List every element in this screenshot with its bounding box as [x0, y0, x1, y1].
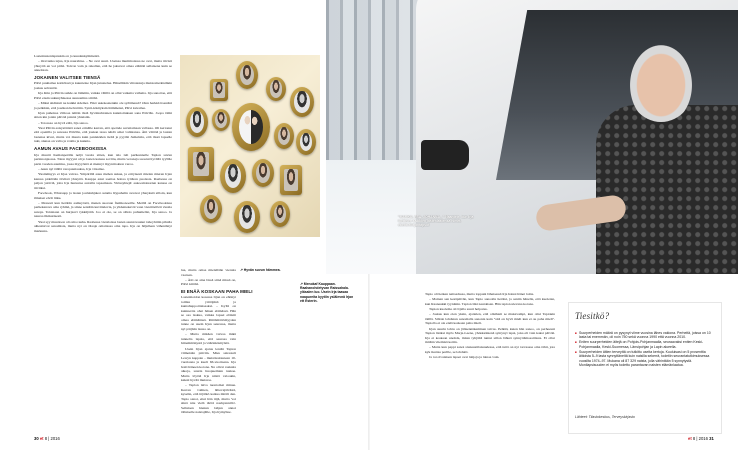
paragraph: Päivi puuhailee kotitöissä ja kuuntelee Irjan jutustelua. Hänelläkin viitsiasiaja muistomerkistäkin joskus selventär. [34, 81, 172, 90]
paragraph: Irjan suurin lohtu on jälleennäkeminen taivas. Pelkää, kuten hän sanoo, on perheessä Tapion lisäksi myös Marja-Leena, yhdeksäntenä syntynyt lapsi, joka eli vain kaksi päivää. Irja ei koskaan unohda, miten tyhjältä tuntui sillon lähteä synnyttämosaitlasta. Ei ollut mitään viiemisä kotiin. [425, 326, 555, 345]
left-column-3 [181, 268, 253, 416]
paragraph: – Asun nyt täällä veropuuttauksa, Irja vitsailee. [38, 166, 105, 171]
sidebox-title: Tiesitkö? [575, 311, 610, 321]
paragraph: – Miksi ahdistuit ne kaikki sidemot. Eikö uskokaatenkin ole sydämessä? Olen herkkä itsestäni ja pelkäsin, että jouduan helvettiin. Synti-käsityksin hämmensi, Päivi kuvailee. [34, 101, 172, 110]
paragraph: Usein Irjan ajatus lentää Taplon viimeisiin päiviin. Mies sairasteli Lewyn kappale - muistisairauteen 10-vuotiaana ja kuoli 66-vuotiaana. Irja hoiti häneen kotona. Ne olivat raskaita aikoja, suuria huopuemien tuskaa. Mutta löytää Irja niistä valoakin, kaksit hyvää muistoa. [181, 346, 236, 383]
paragraph: Tapio oli hetken naitsadassa, mutta loppuni läheisessä Irja halasi hänet loitte. [425, 292, 535, 296]
section-heading: EI ENÄÄ KOSKAAN PAHA MIELI [181, 289, 253, 295]
portrait-frame [234, 201, 260, 233]
paragraph: Facebook, Whatsapp ja lasten joululahjaksi ostama älypuhelin avaavat yhteyksiä silloin, kun ilmeiset eivät liiku. [34, 191, 172, 200]
paragraph: Lastenhoidon kosassa Irjan on ehtinyt toimia yrittäjänä ja kuntahuppoittaisaaksi. – Kyllä on kuinnertta ohat hänen elämässä. Hän se osa laskua, vaikka lapset eläisiit omaa elämäänsä. Riittämättömyyden tunne on usein Irjan seurassa, mutta nyt pärjään lastea on. [181, 295, 236, 331]
paragraph: Lastenlastenlapsiakin on jo kuudenkymmentä. [34, 54, 100, 58]
right-folio: et 8 | 2016 31 [688, 436, 714, 441]
portrait-frame [280, 165, 302, 195]
paragraph: Irja muutti Kemanperälle neljä vuotta sitten, kun talo tuli perikunnalle Taplon suvun perinnonjaossa. Talon myyyni oli jo lasten kanssa sovittu, mutta veronaja suostui hyvällä tyylille parin vuoden asumisa, jossa myyyöntä ei mennyt myyntirokion veroa. [34, 152, 172, 166]
paragraph: Yksi syy muuttoon oli oma rauha. Raabessa vietaloissa lasten asuntovaunut tahoyhtitin pihalla aiheuttavat sanomista, mutta nyt on tilaaja omattassa oma tapa. Irja on hiljalleen vähentänyt markusta- [34, 219, 172, 233]
portrait-frame [186, 107, 208, 137]
portrait-frame [270, 201, 290, 227]
kauppa-caption: ↗ Menokaf Kauppaan. Raahanohdetyvan Raissahala. yläsalen luo. Usein Irja taasaa naapureita kyytiin yslälevnä Irjan ett Esterin. [300, 282, 354, 303]
portrait-frame [266, 77, 286, 101]
paragraph: Tapion kuolema oli Irjalla suuri helpotus. [429, 307, 488, 312]
portrait-frame [252, 159, 274, 187]
paragraph: Ja toi olvalaisen lapset ovat lahjoja ja lainaa vain. [429, 355, 500, 360]
portrait-frame [296, 129, 316, 155]
sidebox-item: ■ Eniten suurperheiden äitejä on Pohjois-Pohjanmaalla, seuraavaksi eniten Keski-Pohjanmaalla, Keski-Suomessa, Länsipohjan ja Lapin alueella. [575, 340, 715, 349]
portrait-frame [220, 159, 246, 193]
sidebox-item: ■ Suurperheiden määrä on pysynyt viime vuosina lähes vakiona. Perheitä, joissa on 10 lasta tai enemmän, oli noin 750 sekä vuonna 1990 että vuonna 2010. [575, 331, 715, 340]
portraits-photo [180, 55, 320, 237]
sidebox-body [575, 331, 715, 368]
portrait-frame [200, 195, 222, 223]
woman-in-car-photo [326, 0, 738, 274]
portrait-frame [236, 61, 258, 89]
paragraph: – Taplon laiva tuontomat minua. Kerran vaihten, äiltevajälvästä, kyselin, että ittjälkö kaiksa mitäli den. Tapio sanoi, ettei hän tiijä, mutta 'voi siinä nite vielä tärttä nashyennillo'. Sellaisen hienun lahjan annoi tällaiselle naistajälle, Irja hymyilee. [181, 383, 236, 415]
paragraph: Yksi Päivin esisystäristä sanoi erinälle kerran, että opettele savuttamaan vallassa. Oli kertonut että openilla ja sanossa Päiville, että joukan tassa tehdä omat valintansa. Äiti väittää ja lautan lastensa kivut, mutta voi muuta kuin paniskäden tieltä ja pyytää Jumalalta, että tässä lapselle tuki, siunaa on valta ja voima ja kunnia. [34, 125, 172, 144]
paragraph: – Mutta kun pappi sanoi siunaustilaisuudessa, että tuttä on nyt tarvaassa oma tähti, jota kyk ikuttaa perille, se lohdutti. [425, 345, 555, 354]
right-column-1 [425, 292, 555, 361]
portrait-frame [212, 109, 230, 131]
sidebox-source: Lähteet: Tilastokeskus, Terveyskirjasto [575, 415, 635, 419]
paragraph: Yksinäinyys ei Irjaa vaivaa. Ympärillä asuu mehen sukua, ja erityisesti mielen mieren Irjan kanssa pideltään tiiviisti yhteyttä. Kauppa asiat saattaa hoitaa tyttären puolesta. Raabessa on paljon ystäviä, joita Irja huruutaa autoilla tapaamaan. Virtusyhtejä: aukoomalaarien kanssa on tiiviiksi. [34, 172, 172, 190]
sidebox-item: ■ Suurperheiden äitien terveyttä on tutkittu useita kertoja. Kuuluisasi on 5 prosenttia äitioista 5–9 lasta synnyttäneitä kuin naisilla sekerrä, todetiin seurantatutkimuksessa vuosilta 1974–97. Mukana oli 87 329 naista, jolla vähintään 5 synnytystä. Monilapsisuuden ei myös todettu parantavan naisten elämänlaatua. [575, 350, 715, 368]
paragraph: – Monesti kun herätän aamuyöstä, menen suoraan fiemkonoeille. Meillä on Facebookissa perhekanava oma ryhmä, ja sinne sentään kuvittelevia, ja yhdentekevät vaan viestittelivät viestia sanoja. Toisinaan on hurjaavi tykkäjöitä. Joo ei ole, se on sillois puhumellat, Irja sanoo. Ja nauraa ilkikurisesti. [34, 200, 172, 219]
portrait-frame [274, 123, 294, 149]
left-column-1 [34, 54, 172, 234]
portrait-frame [188, 147, 214, 181]
paragraph: – Mutta mikäen vaivaa mikä tunnelta lapsia, että seurasa vain hiiremmänystä ja väärinkäsitylsiä. [181, 332, 236, 346]
wedding-portrait [232, 103, 270, 151]
paragraph: – Mainan sen kesäpäivän, kun Tapio sanoalla heräisi, ja saniin hänelle, että kuoletan, kun Raanaukki tyyniinin. Tapion läki naurahsan. Hän tapion ulevana kotona. [425, 297, 555, 306]
did-you-know-box [568, 302, 722, 434]
paragraph: – Oravanka tajua, Irja naurahtaa. – Ne ovat suuri. Useissa mummolassa ne ovat, mutta tiivisti yhteyttä en voi pitää. Toivon vain ja rakallen, että he jaksavat omaa elämää sellaisena kuin se annettaan. [34, 59, 172, 73]
photo-caption: "MARKO, ESA, JOHANNA..." Naantele. kun Irja luettelee kaikkien lastenlastensa nimet. etlehti.fi/irjantapsot [398, 215, 474, 228]
paragraph: Irja äitin ja Päivin suhde on lämmin, vaikka välillä on ollut vaikeita vaiheita. Irja sanottaa, että Päivi ensin sukunyhtuessa suureemna siirtää. [34, 91, 172, 100]
paragraph: – Äiti on aina lässä sitnä missä on, Päivi kiittää. [181, 277, 236, 287]
section-heading: AAMUN AVAUS FACEBOOKISSA [34, 146, 107, 152]
paragraph: Irjan puheissa viiltoaa näitän tästä hyväntahtoinen kunnioituksen sana Päiville. Joopa tämä sitten kin jotain päivää palatsi yhteisiin. [34, 110, 172, 120]
portrait-frame [290, 87, 314, 117]
paragraph: – Joskus kun olen yksin, ajattelen, että olisiham se mukavampi, kun olisi Tapiokin täällä. Silloin lohdutan sanomalla sanonia kain "sitä on hyvä mieli kun ei ou paha mieli". Tapiolla ei ole enää koskaan paha mieli. [425, 312, 555, 326]
portraits-caption: ↗ Hyvän suvun hämmea. [240, 268, 281, 272]
portrait-frame [210, 79, 228, 101]
left-folio: 30 et 8 | 2016 [34, 436, 60, 441]
section-heading: JOKAINEN VALITSEE TIENSÄ [34, 75, 101, 81]
paragraph: lua, mutta omaa mielellään vieraita vaataan. [181, 268, 236, 277]
paragraph: – Totossaa on hyvä elää, Irja sanoo. [38, 120, 89, 125]
